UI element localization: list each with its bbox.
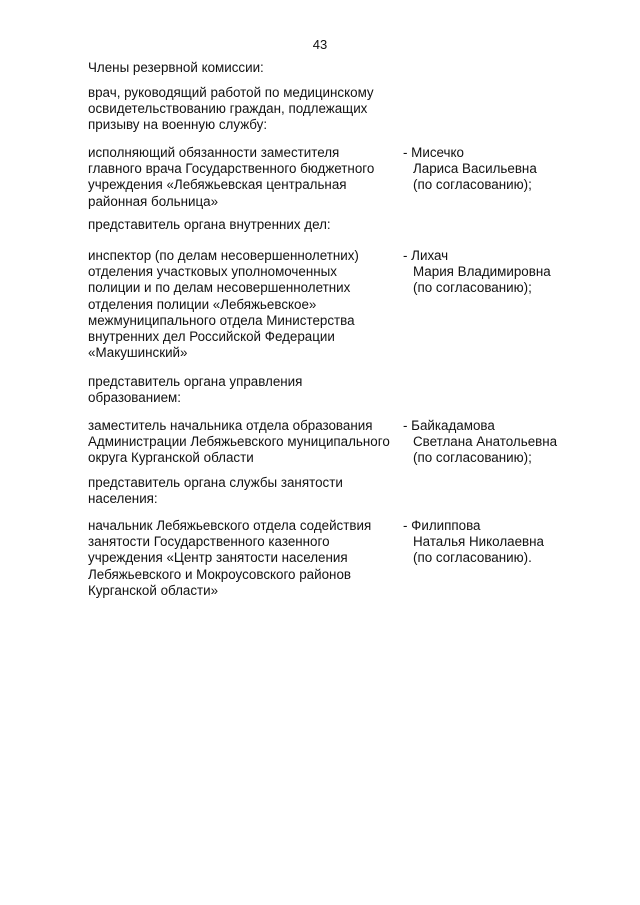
label-line: представитель органа управления xyxy=(88,374,303,389)
person-note: (по согласованию); xyxy=(413,450,532,466)
section-label-doctor xyxy=(88,85,388,134)
section-label-employment xyxy=(88,475,388,507)
role-education xyxy=(88,418,398,467)
person-misechko xyxy=(403,145,603,194)
person-name: Наталья Николаевна xyxy=(413,534,544,550)
person-note: (по согласованию); xyxy=(413,177,532,193)
person-note: (по согласованию); xyxy=(413,280,532,296)
commission-heading: Члены резервной комиссии: xyxy=(88,60,264,75)
person-name: Светлана Анатольевна xyxy=(413,434,558,450)
label-line: освидетельствованию граждан, подлежащих xyxy=(88,101,368,117)
role-line: внутренних дел Российской Федерации xyxy=(88,329,335,345)
person-surname: - Байкадамова xyxy=(403,418,495,433)
role-line: Лебяжьевского и Мокроусовского районов xyxy=(88,566,352,582)
role-line: округа Курганской области xyxy=(88,450,254,466)
role-police xyxy=(88,248,398,361)
role-line: Администрации Лебяжьевского муниципального xyxy=(88,434,390,450)
role-line: учреждения «Лебяжьевская центральная xyxy=(88,177,347,193)
role-line: полиции и по делам несовершеннолетних xyxy=(88,280,351,296)
person-baykadamova xyxy=(403,418,603,467)
person-name: Лариса Васильевна xyxy=(413,161,537,177)
person-surname: - Лихач xyxy=(403,248,449,263)
role-line: инспектор (по делам несовершеннолетних) xyxy=(88,248,359,263)
role-line: отделения участковых уполномоченных xyxy=(88,264,337,280)
label-line: населения: xyxy=(88,491,158,507)
role-line: главного врача Государственного бюджетного xyxy=(88,161,375,177)
role-line: занятости Государственного казенного xyxy=(88,534,330,550)
person-likhach xyxy=(403,248,603,297)
person-filippova xyxy=(403,518,603,567)
role-line: районная больница» xyxy=(88,193,219,209)
role-line: исполняющий обязанности заместителя xyxy=(88,145,340,160)
person-name: Мария Владимировна xyxy=(413,264,551,280)
label-line: образованием: xyxy=(88,390,181,406)
role-line: межмуниципального отдела Министерства xyxy=(88,312,355,328)
role-employment xyxy=(88,518,398,599)
label-line: представитель органа внутренних дел: xyxy=(88,217,331,232)
section-label-police xyxy=(88,217,388,233)
role-line: начальник Лебяжьевского отдела содействия xyxy=(88,518,372,533)
role-line: заместитель начальника отдела образования xyxy=(88,418,373,433)
section-label-education xyxy=(88,374,388,406)
person-surname: - Филиппова xyxy=(403,518,481,533)
role-line: Курганской области» xyxy=(88,582,219,598)
label-line: представитель органа службы занятости xyxy=(88,475,343,490)
page-number: 43 xyxy=(312,37,328,52)
label-line: призыву на военную службу: xyxy=(88,117,268,133)
role-line: отделения полиции «Лебяжьевское» xyxy=(88,296,317,312)
label-line: врач, руководящий работой по медицинскому xyxy=(88,85,374,100)
role-doctor xyxy=(88,145,398,210)
person-surname: - Мисечко xyxy=(403,145,464,160)
role-line: «Макушинский» xyxy=(88,345,188,361)
person-note: (по согласованию). xyxy=(413,550,532,566)
role-line: учреждения «Центр занятости населения xyxy=(88,550,348,566)
